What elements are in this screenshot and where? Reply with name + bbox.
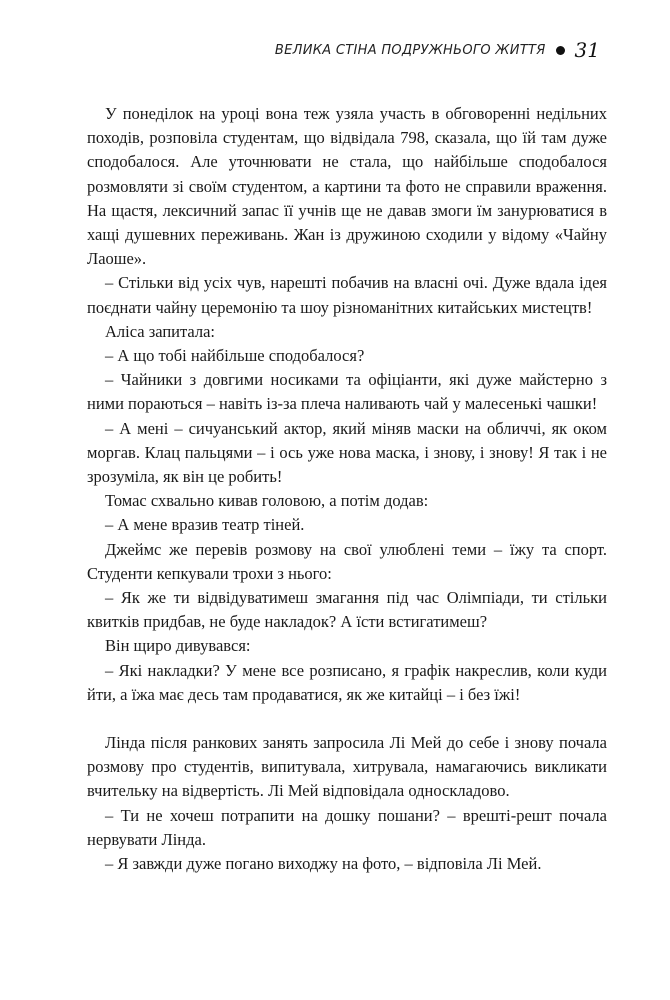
paragraph: Аліса запитала: (105, 321, 216, 341)
paragraph: – Які накладки? У мене все розписано, я графік накреслив, коли куди йти, а їжа має десь там продаватися, як же китайці – і без їжі! (87, 660, 607, 704)
paragraph: – Ти не хочеш потрапити на дошку пошани? – врешті-решт почала нервувати Лінда. (87, 805, 607, 849)
paragraph: Джеймс же перевів розмову на свої улюблені теми – їжу та спорт. Студенти кепкували трохи з нього: (87, 539, 607, 583)
paragraph: – А мені – сичуанський актор, який міняв маски на обличчі, як оком моргав. Клац пальцями – і ось уже нова маска, і знову, і знову! Я так і не зрозуміла, як він це робить! (87, 418, 607, 487)
paragraph: – А що тобі найбільше сподобалося? (105, 346, 365, 366)
paragraph: – Я завжди дуже погано виходжу на фото, – відповіла Лі Мей. (105, 854, 542, 874)
section-break (87, 707, 607, 731)
paragraph: У понеділок на уроці вона теж узяла участь в обговоренні недільних походів, розповіла студентам, що відвідала 798, сказала, що їй там дуже сподобалося. Але уточнювати не стала, що найбільше сподобалося розмовляти зі своїм студентом, а картини та фото не справили враження. На щастя, лексичний запас її учнів ще не давав змоги їм занурюватися в хащі душевних переживань. Жан із дружиною сходили у відому «Чайну Лаоше». (87, 104, 607, 269)
paragraph: – Стільки від усіх чув, нарешті побачив на власні очі. Дуже вдала ідея поєднати чайну церемонію та шоу різноманітних китайських мистецтв! (87, 273, 607, 317)
paragraph: – Як же ти відвідуватимеш змагання під час Олімпіади, ти стільки квитків придбав, не буде накладок? А їсти встигатимеш? (87, 588, 607, 632)
paragraph: Лінда після ранкових занять запросила Лі Мей до себе і знову почала розмову про студентів, випитувала, хитрувала, намагаючись викликати вчительку на відвертість. Лі Мей відповідала односкладово. (87, 733, 607, 801)
page-number: 31 (574, 38, 600, 62)
paragraph: Томас схвально кивав головою, а потім додав: (105, 491, 429, 511)
paragraph: Він щиро дивувався: (105, 636, 251, 656)
paragraph: – Чайники з довгими носиками та офіціанти, які дуже майстерно з ними пораються – навіть із-за плеча наливають чай у малесенькі чашки! (87, 370, 607, 414)
body-text (87, 102, 607, 876)
paragraph: – А мене вразив театр тіней. (105, 515, 305, 535)
bullet-dot-icon (556, 46, 565, 55)
running-title: ВЕЛИКА СТІНА ПОДРУЖНЬОГО ЖИТТЯ (274, 42, 546, 58)
running-head (275, 38, 600, 62)
